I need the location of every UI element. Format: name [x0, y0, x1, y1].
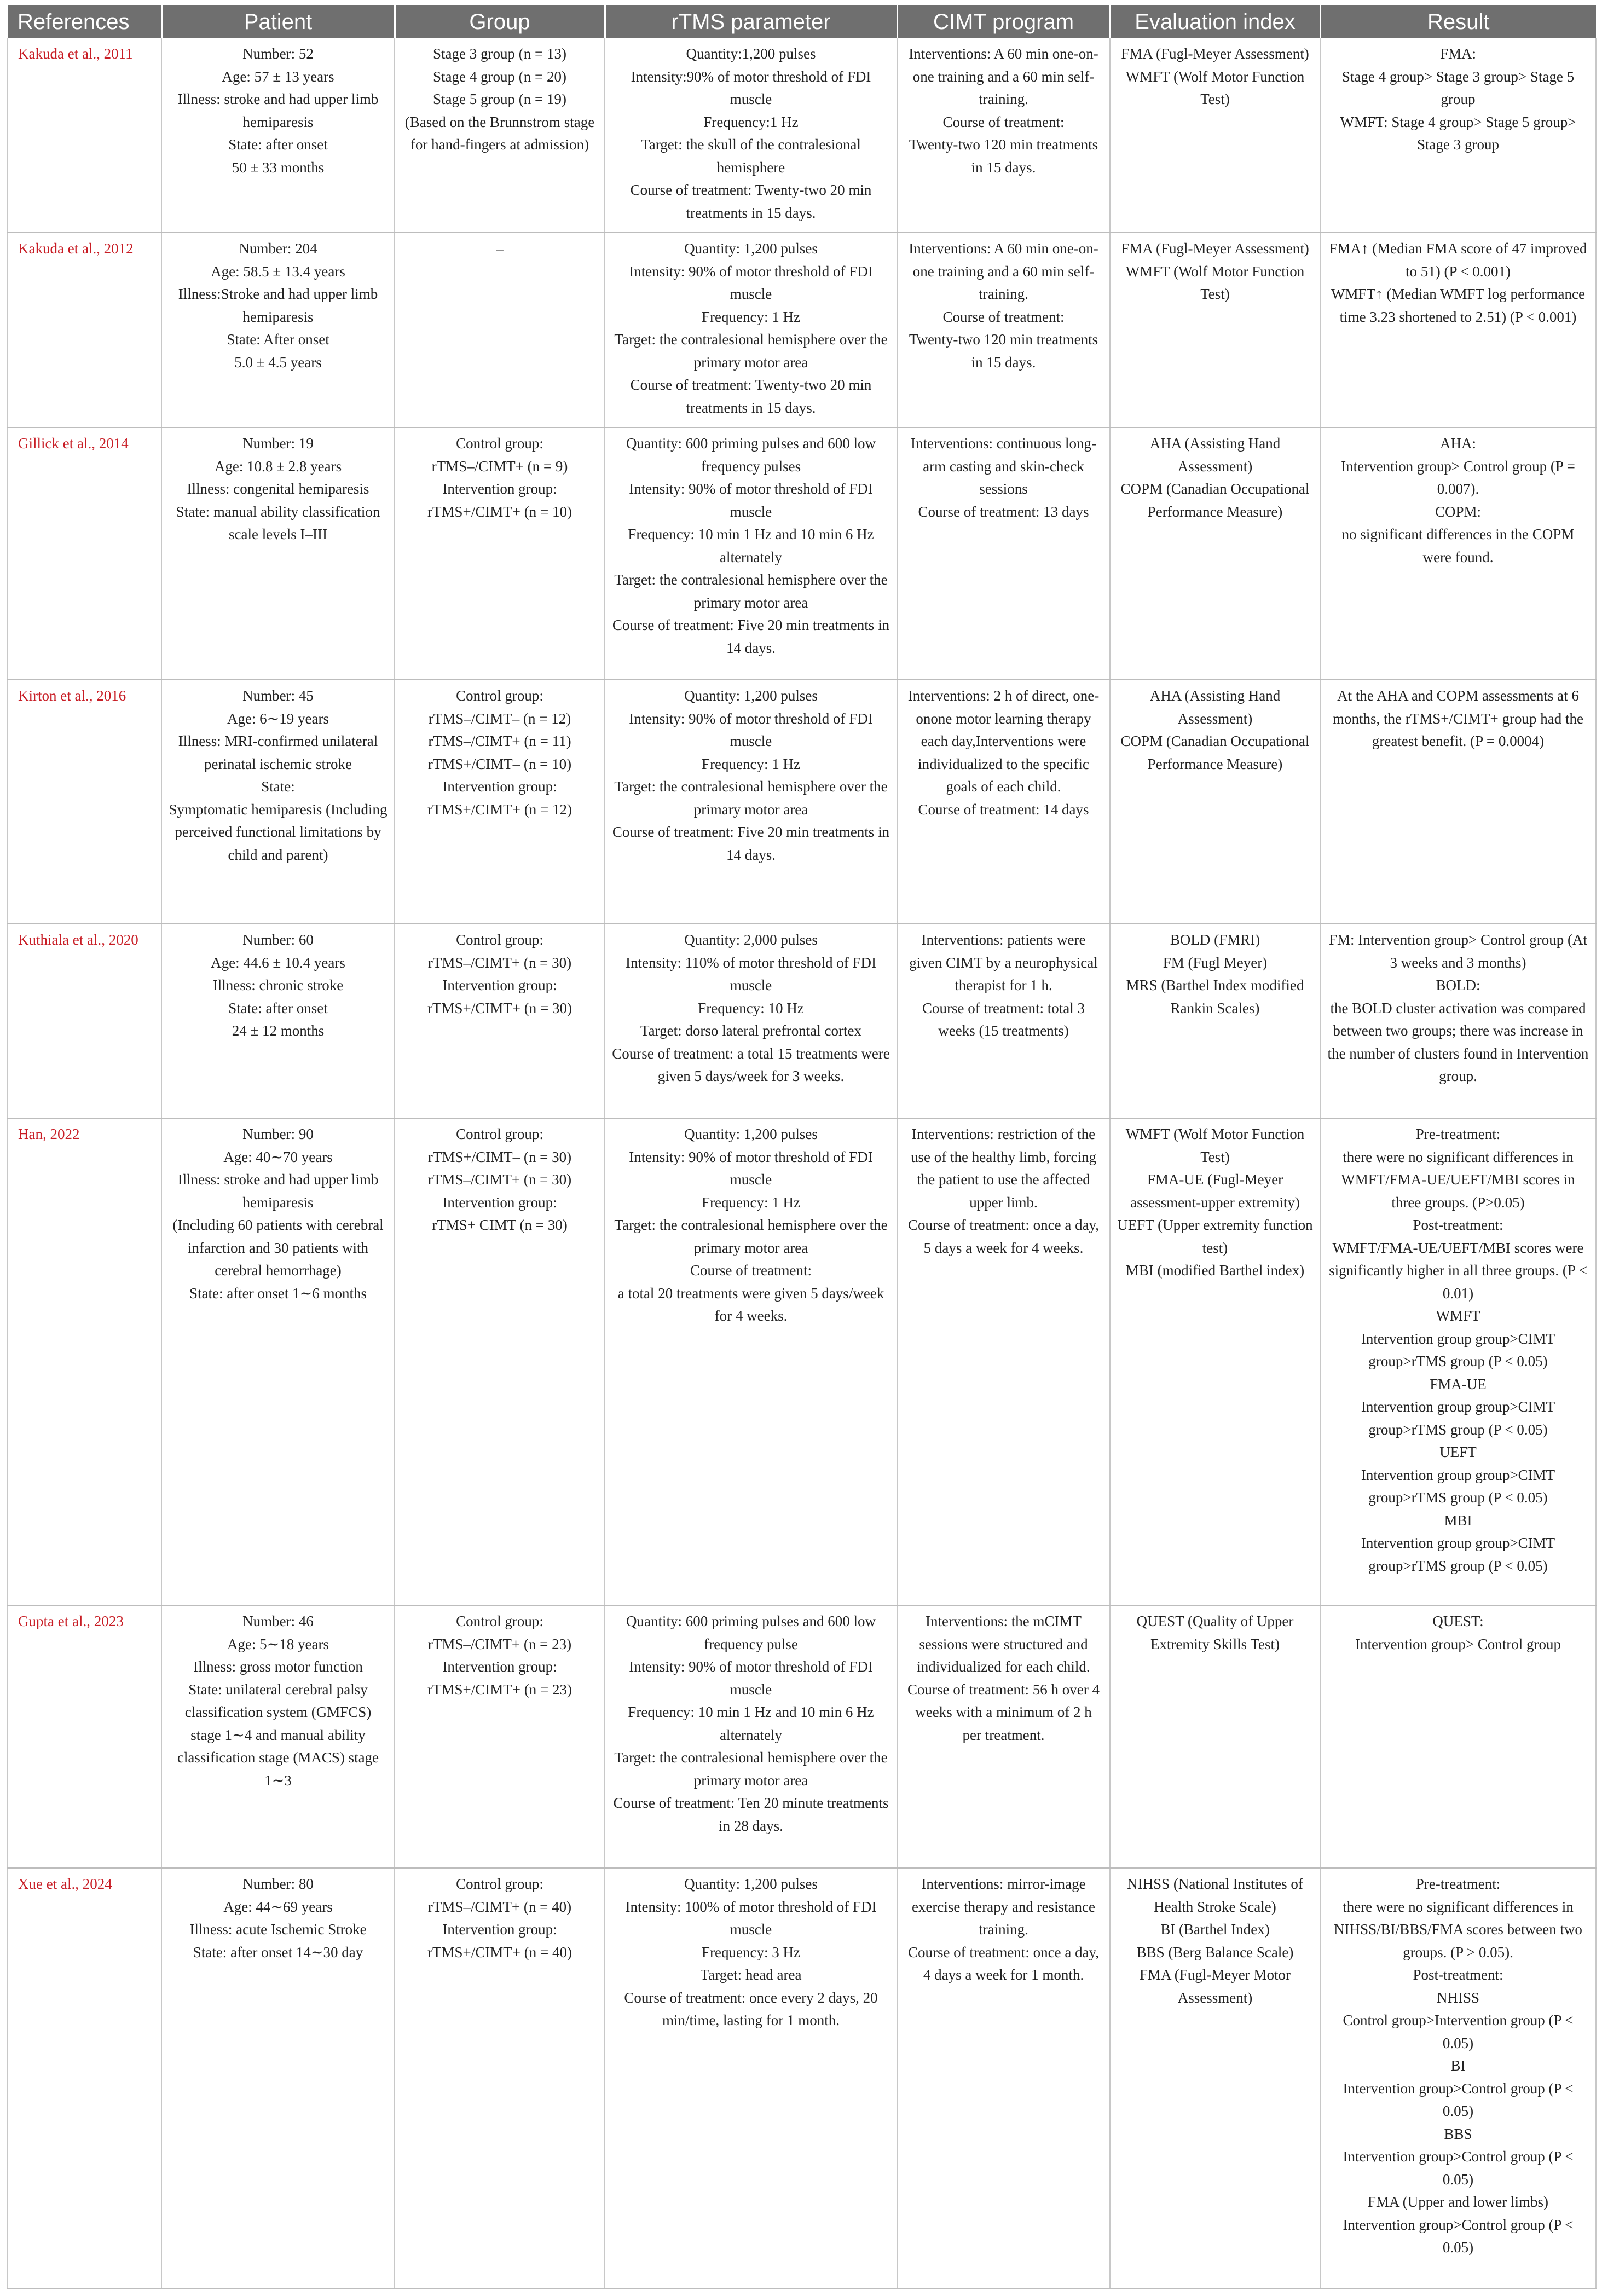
- table-row: [8, 1868, 1596, 2288]
- reference-link[interactable]: Xue et al., 2024: [8, 1868, 161, 2288]
- table-row: [8, 1605, 1596, 1868]
- cimt-cell: Interventions: 2 h of direct, one-onone motor learning therapy each day,Interventions were individualized to the specific goals of each child. Course of treatment: 14 days: [897, 680, 1110, 924]
- header-rtms-parameter: rTMS parameter: [605, 5, 897, 38]
- result-cell: FMA↑ (Median FMA score of 47 improved to 51) (P < 0.001) WMFT↑ (Median WMFT log performance time 3.23 shortened to 2.51) (P < 0.001): [1320, 233, 1596, 427]
- rtms-cell: Quantity: 1,200 pulses Intensity: 90% of motor threshold of FDI muscle Frequency: 1 Hz Target: the contralesional hemisphere over the primary motor area Course of treatment: Twenty-two 20 min treatments in 15 days.: [605, 233, 897, 427]
- reference-link[interactable]: Kuthiala et al., 2020: [8, 924, 161, 1118]
- rtms-cell: Quantity: 1,200 pulses Intensity: 90% of motor threshold of FDI muscle Frequency: 1 Hz Target: the contralesional hemisphere over the primary motor area Course of treatment: Five 20 min treatments in 14 days.: [605, 680, 897, 924]
- reference-link[interactable]: Kirton et al., 2016: [8, 680, 161, 924]
- cimt-cell: Interventions: restriction of the use of the healthy limb, forcing the patient to use the affected upper limb. Course of treatment: once a day, 5 days a week for 4 weeks.: [897, 1118, 1110, 1605]
- patient-cell: Number: 60 Age: 44.6 ± 10.4 years Illness: chronic stroke State: after onset 24 ± 12 months: [161, 924, 395, 1118]
- result-cell: Pre-treatment: there were no significant differences in WMFT/FMA-UE/UEFT/MBI scores in three groups. (P>0.05) Post-treatment: WMFT/FMA-UE/UEFT/MBI scores were significantly higher in all three groups. (P < 0.01) WMFT Intervention group group>CIMT group>rTMS group (P < 0.05) FMA-UE Intervention group group>CIMT group>rTMS group (P < 0.05) UEFT Intervention group group>CIMT group>rTMS group (P < 0.05) MBI Intervention group group>CIMT group>rTMS group (P < 0.05): [1320, 1118, 1596, 1605]
- header-evaluation-index: Evaluation index: [1110, 5, 1320, 38]
- evaluation-cell: NIHSS (National Institutes of Health Stroke Scale) BI (Barthel Index) BBS (Berg Balance Scale) FMA (Fugl-Meyer Motor Assessment): [1110, 1868, 1320, 2288]
- group-cell: Control group: rTMS–/CIMT+ (n = 9) Intervention group: rTMS+/CIMT+ (n = 10): [395, 427, 605, 680]
- study-summary-table: [7, 5, 1597, 2289]
- group-cell: Control group: rTMS–/CIMT+ (n = 40) Intervention group: rTMS+/CIMT+ (n = 40): [395, 1868, 605, 2288]
- group-cell: Stage 3 group (n = 13) Stage 4 group (n = 20) Stage 5 group (n = 19) (Based on the Brunnstrom stage for hand-fingers at admission): [395, 38, 605, 233]
- header-group: Group: [395, 5, 605, 38]
- group-cell: Control group: rTMS–/CIMT– (n = 12) rTMS–/CIMT+ (n = 11) rTMS+/CIMT– (n = 10) Intervention group: rTMS+/CIMT+ (n = 12): [395, 680, 605, 924]
- table-row: [8, 38, 1596, 233]
- patient-cell: Number: 46 Age: 5∼18 years Illness: gross motor function State: unilateral cerebral palsy classification system (GMFCS) stage 1∼4 and manual ability classification stage (MACS) stage 1∼3: [161, 1605, 395, 1868]
- result-cell: Pre-treatment: there were no significant differences in NIHSS/BI/BBS/FMA scores between two groups. (P > 0.05). Post-treatment: NHISS Control group>Intervention group (P < 0.05) BI Intervention group>Control group (P < 0.05) BBS Intervention group>Control group (P < 0.05) FMA (Upper and lower limbs) Intervention group>Control group (P < 0.05): [1320, 1868, 1596, 2288]
- cimt-cell: Interventions: A 60 min one-on-one training and a 60 min self-training. Course of treatment: Twenty-two 120 min treatments in 15 days.: [897, 38, 1110, 233]
- rtms-cell: Quantity:1,200 pulses Intensity:90% of motor threshold of FDI muscle Frequency:1 Hz Target: the skull of the contralesional hemisphere Course of treatment: Twenty-two 20 min treatments in 15 days.: [605, 38, 897, 233]
- reference-link[interactable]: Kakuda et al., 2011: [8, 38, 161, 233]
- group-cell: Control group: rTMS–/CIMT+ (n = 30) Intervention group: rTMS+/CIMT+ (n = 30): [395, 924, 605, 1118]
- header-row: [8, 5, 1596, 38]
- reference-link[interactable]: Kakuda et al., 2012: [8, 233, 161, 427]
- cimt-cell: Interventions: continuous long-arm casting and skin-check sessions Course of treatment: 13 days: [897, 427, 1110, 680]
- result-cell: QUEST: Intervention group> Control group: [1320, 1605, 1596, 1868]
- cimt-cell: Interventions: mirror-image exercise therapy and resistance training. Course of treatment: once a day, 4 days a week for 1 month.: [897, 1868, 1110, 2288]
- rtms-cell: Quantity: 600 priming pulses and 600 low frequency pulse Intensity: 90% of motor threshold of FDI muscle Frequency: 10 min 1 Hz and 10 min 6 Hz alternately Target: the contralesional hemisphere over the primary motor area Course of treatment: Ten 20 minute treatments in 28 days.: [605, 1605, 897, 1868]
- group-cell: –: [395, 233, 605, 427]
- table-row: [8, 1118, 1596, 1605]
- evaluation-cell: AHA (Assisting Hand Assessment) COPM (Canadian Occupational Performance Measure): [1110, 427, 1320, 680]
- result-cell: FMA: Stage 4 group> Stage 3 group> Stage 5 group WMFT: Stage 4 group> Stage 5 group> Stage 3 group: [1320, 38, 1596, 233]
- table-row: [8, 233, 1596, 427]
- patient-cell: Number: 45 Age: 6∼19 years Illness: MRI-confirmed unilateral perinatal ischemic stroke State: Symptomatic hemiparesis (Including perceived functional limitations by child and parent): [161, 680, 395, 924]
- header-result: Result: [1320, 5, 1596, 38]
- evaluation-cell: AHA (Assisting Hand Assessment) COPM (Canadian Occupational Performance Measure): [1110, 680, 1320, 924]
- evaluation-cell: BOLD (FMRI) FM (Fugl Meyer) MRS (Barthel Index modified Rankin Scales): [1110, 924, 1320, 1118]
- evaluation-cell: QUEST (Quality of Upper Extremity Skills Test): [1110, 1605, 1320, 1868]
- rtms-cell: Quantity: 2,000 pulses Intensity: 110% of motor threshold of FDI muscle Frequency: 10 Hz Target: dorso lateral prefrontal cortex Course of treatment: a total 15 treatments were given 5 days/week for 3 weeks.: [605, 924, 897, 1118]
- group-cell: Control group: rTMS+/CIMT– (n = 30) rTMS–/CIMT+ (n = 30) Intervention group: rTMS+ CIMT (n = 30): [395, 1118, 605, 1605]
- patient-cell: Number: 80 Age: 44∼69 years Illness: acute Ischemic Stroke State: after onset 14∼30 day: [161, 1868, 395, 2288]
- header-cimt-program: CIMT program: [897, 5, 1110, 38]
- rtms-cell: Quantity: 600 priming pulses and 600 low frequency pulses Intensity: 90% of motor threshold of FDI muscle Frequency: 10 min 1 Hz and 10 min 6 Hz alternately Target: the contralesional hemisphere over the primary motor area Course of treatment: Five 20 min treatments in 14 days.: [605, 427, 897, 680]
- cimt-cell: Interventions: patients were given CIMT by a neurophysical therapist for 1 h. Course of treatment: total 3 weeks (15 treatments): [897, 924, 1110, 1118]
- header-patient: Patient: [161, 5, 395, 38]
- rtms-cell: Quantity: 1,200 pulses Intensity: 100% of motor threshold of FDI muscle Frequency: 3 Hz Target: head area Course of treatment: once every 2 days, 20 min/time, lasting for 1 month.: [605, 1868, 897, 2288]
- table-row: [8, 680, 1596, 924]
- evaluation-cell: WMFT (Wolf Motor Function Test) FMA-UE (Fugl-Meyer assessment-upper extremity) UEFT (Upper extremity function test) MBI (modified Barthel index): [1110, 1118, 1320, 1605]
- header-references: References: [8, 5, 161, 38]
- evaluation-cell: FMA (Fugl-Meyer Assessment) WMFT (Wolf Motor Function Test): [1110, 38, 1320, 233]
- reference-link[interactable]: Gupta et al., 2023: [8, 1605, 161, 1868]
- patient-cell: Number: 204 Age: 58.5 ± 13.4 years Illness:Stroke and had upper limb hemiparesis State: After onset 5.0 ± 4.5 years: [161, 233, 395, 427]
- evaluation-cell: FMA (Fugl-Meyer Assessment) WMFT (Wolf Motor Function Test): [1110, 233, 1320, 427]
- study-table-container: [7, 5, 1595, 2289]
- cimt-cell: Interventions: A 60 min one-on-one training and a 60 min self-training. Course of treatment: Twenty-two 120 min treatments in 15 days.: [897, 233, 1110, 427]
- table-row: [8, 427, 1596, 680]
- reference-link[interactable]: Gillick et al., 2014: [8, 427, 161, 680]
- result-cell: FM: Intervention group> Control group (At 3 weeks and 3 months) BOLD: the BOLD cluster activation was compared between two groups; there was increase in the number of clusters found in Intervention group.: [1320, 924, 1596, 1118]
- cimt-cell: Interventions: the mCIMT sessions were structured and individualized for each child. Course of treatment: 56 h over 4 weeks with a minimum of 2 h per treatment.: [897, 1605, 1110, 1868]
- patient-cell: Number: 52 Age: 57 ± 13 years Illness: stroke and had upper limb hemiparesis State: after onset 50 ± 33 months: [161, 38, 395, 233]
- table-body: [8, 38, 1596, 2288]
- table-row: [8, 924, 1596, 1118]
- patient-cell: Number: 19 Age: 10.8 ± 2.8 years Illness: congenital hemiparesis State: manual ability classification scale levels I–III: [161, 427, 395, 680]
- result-cell: At the AHA and COPM assessments at 6 months, the rTMS+/CIMT+ group had the greatest benefit. (P = 0.0004): [1320, 680, 1596, 924]
- result-cell: AHA: Intervention group> Control group (P = 0.007). COPM: no significant differences in the COPM were found.: [1320, 427, 1596, 680]
- rtms-cell: Quantity: 1,200 pulses Intensity: 90% of motor threshold of FDI muscle Frequency: 1 Hz Target: the contralesional hemisphere over the primary motor area Course of treatment: a total 20 treatments were given 5 days/week for 4 weeks.: [605, 1118, 897, 1605]
- patient-cell: Number: 90 Age: 40∼70 years Illness: stroke and had upper limb hemiparesis (Including 60 patients with cerebral infarction and 30 patients with cerebral hemorrhage) State: after onset 1∼6 months: [161, 1118, 395, 1605]
- group-cell: Control group: rTMS–/CIMT+ (n = 23) Intervention group: rTMS+/CIMT+ (n = 23): [395, 1605, 605, 1868]
- reference-link[interactable]: Han, 2022: [8, 1118, 161, 1605]
- table-header: [8, 5, 1596, 38]
